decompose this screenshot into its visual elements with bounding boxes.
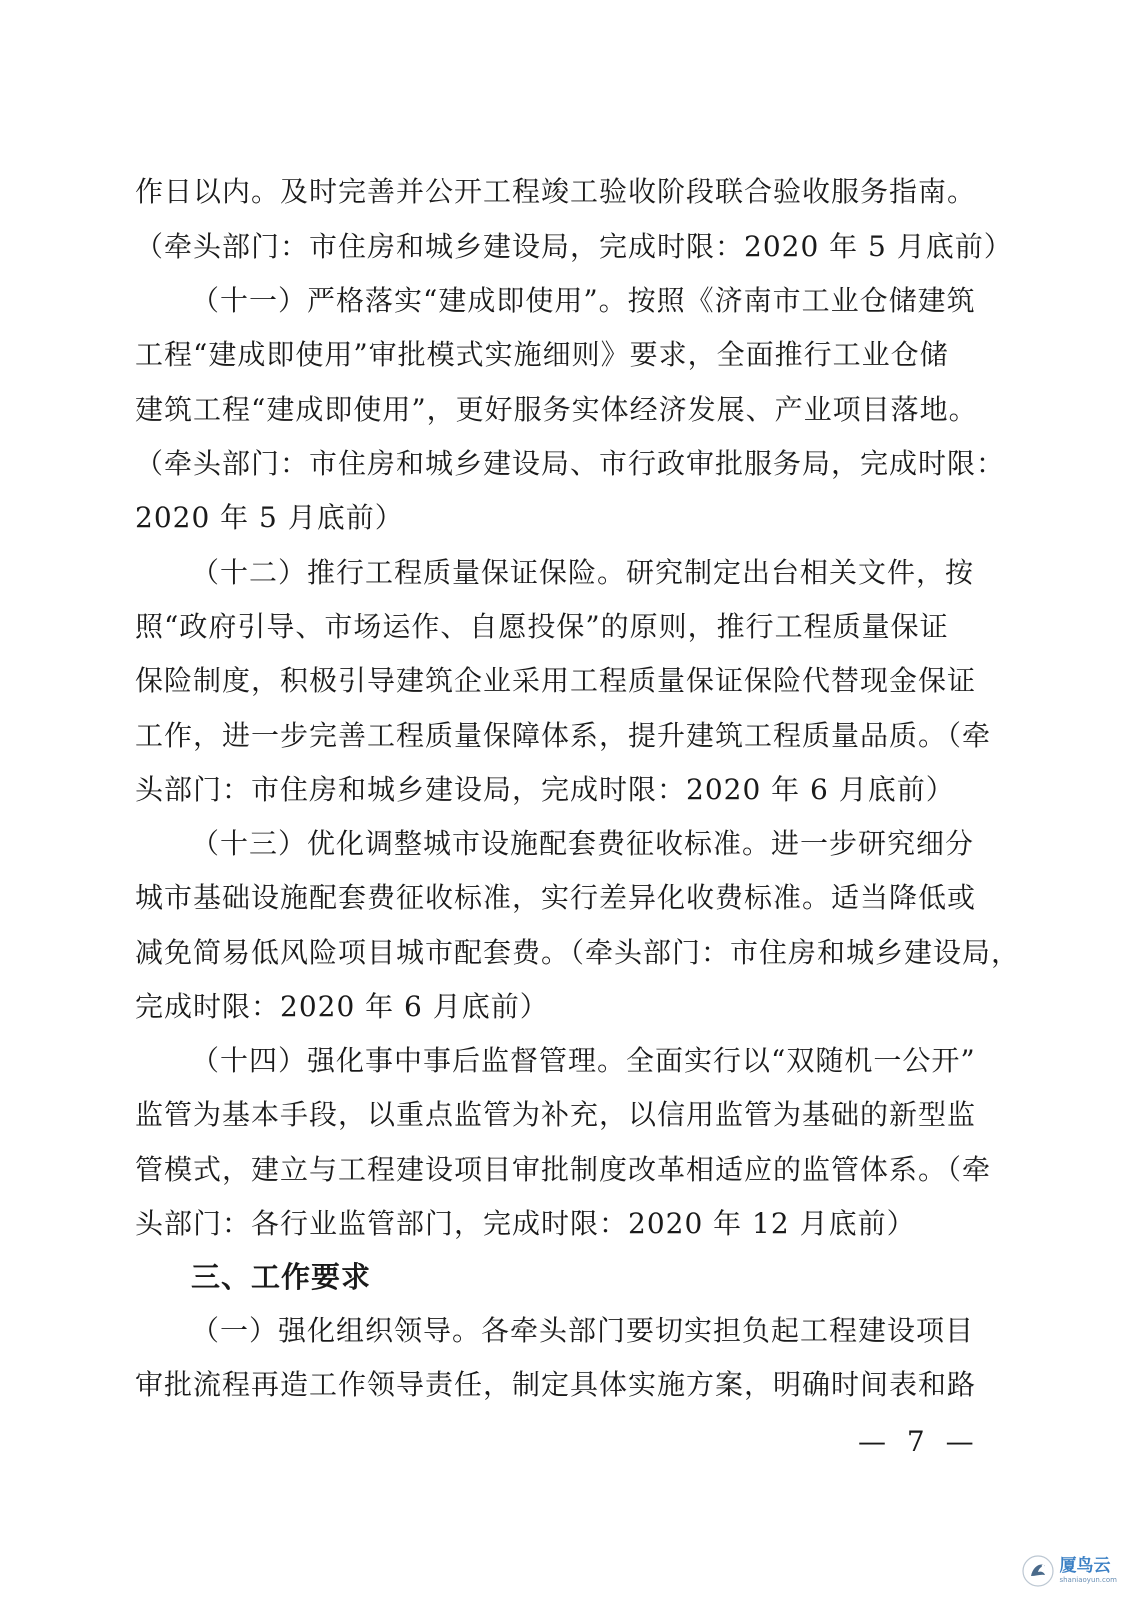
text-line: 工作，进一步完善工程质量保障体系，提升建筑工程质量品质。（牵 xyxy=(135,719,992,752)
text-line: 完成时限：2020 年 6 月底前） xyxy=(135,990,549,1023)
bird-logo-icon xyxy=(1021,1554,1055,1588)
paragraph-start-13: （十三）优化调整城市设施配套费征收标准。进一步研究细分 xyxy=(191,827,975,860)
text-line: 城市基础设施配套费征收标准，实行差异化收费标准。适当降低或 xyxy=(135,881,977,914)
text-line: 照“政府引导、市场运作、自愿投保”的原则，推行工程质量保证 xyxy=(135,610,949,643)
section-heading: 三、工作要求 xyxy=(191,1260,372,1294)
page-number: — 7 — xyxy=(858,1425,980,1458)
text-line: 监管为基本手段，以重点监管为补充，以信用监管为基础的新型监 xyxy=(135,1098,977,1131)
text-line: 减免简易低风险项目城市配套费。（牵头部门：市住房和城乡建设局， xyxy=(135,936,1021,969)
text-line: 2020 年 5 月底前） xyxy=(135,501,404,534)
text-line: （牵头部门：市住房和城乡建设局，完成时限：2020 年 5 月底前） xyxy=(135,230,1013,263)
watermark xyxy=(1021,1554,1117,1588)
watermark-url: shaniaoyun.com xyxy=(1059,1576,1117,1584)
paragraph-start-11: （十一）严格落实“建成即使用”。按照《济南市工业仓储建筑 xyxy=(191,284,976,317)
paragraph-start-12: （十二）推行工程质量保证保险。研究制定出台相关文件，按 xyxy=(191,556,975,589)
paragraph-start-14: （十四）强化事中事后监督管理。全面实行以“双随机一公开” xyxy=(191,1044,976,1077)
text-line: 保险制度，积极引导建筑企业采用工程质量保证保险代替现金保证 xyxy=(135,664,977,697)
text-line: 建筑工程“建成即使用”，更好服务实体经济发展、产业项目落地。 xyxy=(135,393,978,426)
text-line: 工程“建成即使用”审批模式实施细则》要求，全面推行工业仓储 xyxy=(135,338,949,371)
text-line: （牵头部门：市住房和城乡建设局、市行政审批服务局，完成时限： xyxy=(135,447,1006,480)
paragraph-start-1: （一）强化组织领导。各牵头部门要切实担负起工程建设项目 xyxy=(191,1314,975,1347)
text-line: 头部门：市住房和城乡建设局，完成时限：2020 年 6 月底前） xyxy=(135,773,955,806)
text-line: 头部门：各行业监管部门，完成时限：2020 年 12 月底前） xyxy=(135,1207,916,1240)
text-line: 审批流程再造工作领导责任，制定具体实施方案，明确时间表和路 xyxy=(135,1368,977,1401)
watermark-name: 厦鸟云 xyxy=(1059,1556,1111,1576)
text-line: 作日以内。及时完善并公开工程竣工验收阶段联合验收服务指南。 xyxy=(135,175,977,208)
text-line: 管模式，建立与工程建设项目审批制度改革相适应的监管体系。（牵 xyxy=(135,1153,992,1186)
